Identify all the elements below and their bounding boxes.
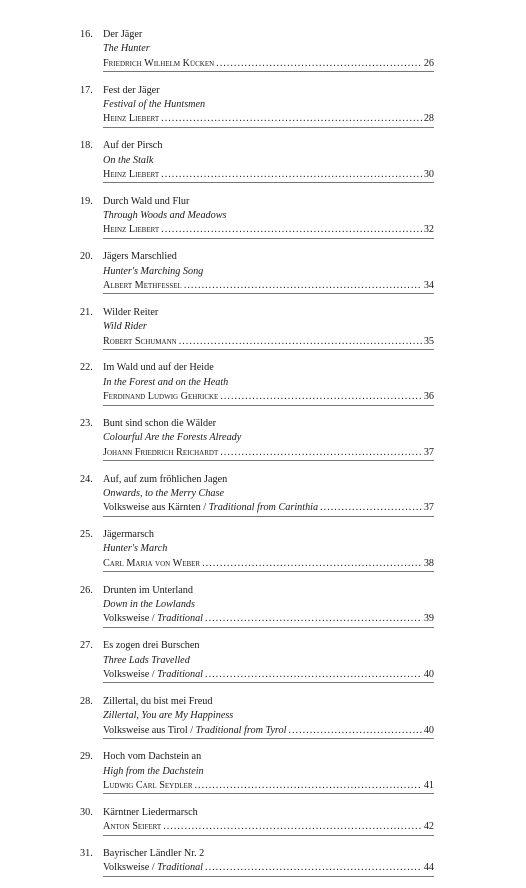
dot-leader xyxy=(220,446,422,460)
composer-text: Friedrich Wilhelm Kücken xyxy=(103,57,215,69)
entry-composer xyxy=(103,724,286,738)
toc-entry xyxy=(80,847,434,877)
entry-credit-line xyxy=(103,335,434,350)
entry-title: Drunten im Unterland xyxy=(103,584,193,596)
entry-title-line xyxy=(80,584,434,598)
entry-credit-line xyxy=(103,820,434,835)
page-number: 34 xyxy=(423,280,434,292)
entry-title-line xyxy=(80,306,434,320)
composer-text: Traditional xyxy=(157,862,204,874)
page-number: 41 xyxy=(423,780,434,792)
entry-title-line xyxy=(80,695,434,709)
composer-text: Johann Friedrich Reichardt xyxy=(103,446,219,458)
entry-english-title: Hunter's March xyxy=(103,543,168,555)
entry-title-line xyxy=(80,250,434,264)
composer-text: Anton Seifert xyxy=(103,821,162,833)
page-number: 26 xyxy=(423,57,434,69)
dot-leader xyxy=(195,779,422,793)
dot-leader xyxy=(161,112,422,126)
composer-text: Albert Methfessel xyxy=(103,280,182,292)
entry-composer xyxy=(103,57,214,71)
entry-title-line xyxy=(80,361,434,375)
entry-title-line xyxy=(80,28,434,42)
composer-text: Robert Schumann xyxy=(103,335,177,347)
entry-credit-line xyxy=(103,223,434,238)
toc-entry xyxy=(80,417,434,461)
toc-entry xyxy=(80,84,434,128)
entry-number: 29. xyxy=(80,751,93,763)
entry-english-title: Zillertal, You are My Happiness xyxy=(103,710,234,722)
entry-credit-line xyxy=(103,57,434,72)
dot-leader xyxy=(205,861,422,875)
entry-credit-line xyxy=(103,557,434,572)
entry-number: 30. xyxy=(80,806,93,818)
entry-composer xyxy=(103,335,177,349)
page-number: 28 xyxy=(423,113,434,125)
toc-entry xyxy=(80,584,434,628)
toc-entry xyxy=(80,639,434,683)
entry-title-line xyxy=(80,84,434,98)
entry-composer xyxy=(103,779,193,793)
table-of-contents xyxy=(80,28,434,888)
composer-text: Traditional xyxy=(157,668,204,680)
entry-composer xyxy=(103,223,159,237)
entry-composer xyxy=(103,390,218,404)
entry-number: 27. xyxy=(80,640,93,652)
entry-number: 24. xyxy=(80,473,93,485)
toc-entry xyxy=(80,195,434,239)
page-number: 40 xyxy=(423,668,434,680)
entry-title-line xyxy=(80,139,434,153)
toc-entry xyxy=(80,528,434,572)
entry-number: 31. xyxy=(80,848,93,860)
entry-english-title: Three Lads Travelled xyxy=(103,654,190,666)
entry-title: Auf, auf zum fröhlichen Jagen xyxy=(103,473,228,485)
entry-title: Zillertal, du bist mei Freud xyxy=(103,695,213,707)
dot-leader xyxy=(202,557,422,571)
entry-composer xyxy=(103,112,159,126)
entry-title: Bayrischer Ländler Nr. 2 xyxy=(103,848,205,860)
entry-composer xyxy=(103,612,203,626)
entry-number: 17. xyxy=(80,84,93,96)
entry-credit-line xyxy=(103,390,434,405)
composer-text: Ludwig Carl Seydler xyxy=(103,780,193,792)
dot-leader xyxy=(205,612,422,626)
toc-entry xyxy=(80,806,434,836)
entry-title-line xyxy=(80,473,434,487)
dot-leader xyxy=(288,724,421,738)
entry-credit-line xyxy=(103,112,434,127)
entry-number: 25. xyxy=(80,529,93,541)
entry-english-title: High from the Dachstein xyxy=(103,765,204,777)
composer-text: Heinz Liebert xyxy=(103,168,160,180)
entry-credit-line xyxy=(103,279,434,294)
composer-text: Volksweise / xyxy=(103,862,158,874)
entry-credit-line xyxy=(103,446,434,461)
entry-number: 23. xyxy=(80,417,93,429)
entry-credit-line xyxy=(103,779,434,794)
entry-title: Auf der Pirsch xyxy=(103,140,163,152)
entry-title-line xyxy=(80,750,434,764)
dot-leader xyxy=(161,223,422,237)
toc-entry xyxy=(80,473,434,517)
entry-composer xyxy=(103,279,182,293)
page-number: 40 xyxy=(423,724,434,736)
entry-title: Durch Wald und Flur xyxy=(103,195,190,207)
toc-entry xyxy=(80,695,434,739)
entry-english-title: Festival of the Huntsmen xyxy=(103,98,206,110)
entry-title-line xyxy=(80,639,434,653)
page-number: 39 xyxy=(423,613,434,625)
entry-english-title: Colourful Are the Forests Already xyxy=(103,432,242,444)
dot-leader xyxy=(220,390,421,404)
page-number: 35 xyxy=(423,335,434,347)
toc-entry xyxy=(80,750,434,794)
entry-composer xyxy=(103,557,200,571)
page-number: 30 xyxy=(423,168,434,180)
entry-title: Hoch vom Dachstein an xyxy=(103,751,202,763)
entry-credit-line xyxy=(103,168,434,183)
composer-text: Traditional xyxy=(157,613,204,625)
composer-text: Heinz Liebert xyxy=(103,224,160,236)
entry-number: 26. xyxy=(80,584,93,596)
entry-number: 20. xyxy=(80,251,93,263)
entry-composer xyxy=(103,668,203,682)
entry-number: 19. xyxy=(80,195,93,207)
entry-title: Der Jäger xyxy=(103,29,143,40)
composer-text: Volksweise aus Tirol / xyxy=(103,724,196,736)
composer-text: Carl Maria von Weber xyxy=(103,557,201,569)
composer-text: Volksweise / xyxy=(103,613,158,625)
entry-title: Fest der Jäger xyxy=(103,84,160,96)
composer-text: Ferdinand Ludwig Gehricke xyxy=(103,391,219,403)
entry-composer xyxy=(103,820,161,834)
entry-english-title: In the Forest and on the Heath xyxy=(103,376,229,388)
entry-title-line xyxy=(80,528,434,542)
page-number: 32 xyxy=(423,224,434,236)
page-number: 36 xyxy=(423,391,434,403)
entry-composer xyxy=(103,501,318,515)
composer-text: Volksweise aus Kärnten / xyxy=(103,502,209,514)
toc-entry xyxy=(80,139,434,183)
entry-number: 18. xyxy=(80,140,93,152)
entry-title-line xyxy=(80,417,434,431)
entry-number: 28. xyxy=(80,695,93,707)
dot-leader xyxy=(179,335,422,349)
composer-text: Heinz Liebert xyxy=(103,113,160,125)
page-number: 37 xyxy=(423,502,434,514)
composer-text: Traditional from Carinthia xyxy=(208,502,319,514)
entry-title-line xyxy=(80,806,434,820)
entry-english-title: The Hunter xyxy=(103,43,150,55)
composer-text: Traditional from Tyrol xyxy=(195,724,287,736)
entry-credit-line xyxy=(103,612,434,627)
entry-composer xyxy=(103,168,159,182)
entry-title: Im Wald und auf der Heide xyxy=(103,362,214,374)
entry-title-line xyxy=(80,195,434,209)
page-number: 38 xyxy=(423,557,434,569)
entry-credit-line xyxy=(103,501,434,516)
dot-leader xyxy=(205,668,422,682)
toc-entry xyxy=(80,306,434,350)
entry-english-title: Hunter's Marching Song xyxy=(103,265,204,277)
composer-text: Volksweise / xyxy=(103,668,158,680)
entry-number: 16. xyxy=(80,29,93,40)
dot-leader xyxy=(184,279,422,293)
entry-credit-line xyxy=(103,724,434,739)
dot-leader xyxy=(320,501,422,515)
dot-leader xyxy=(216,57,422,71)
entry-title: Bunt sind schon die Wälder xyxy=(103,417,216,429)
entry-title: Es zogen drei Burschen xyxy=(103,640,200,652)
page-number: 37 xyxy=(423,446,434,458)
entry-credit-line xyxy=(103,861,434,876)
entry-title: Wilder Reiter xyxy=(103,306,159,318)
page-number: 42 xyxy=(423,821,434,833)
toc-entry xyxy=(80,28,434,72)
entry-number: 21. xyxy=(80,306,93,318)
page-number: 44 xyxy=(423,862,434,874)
entry-composer xyxy=(103,446,218,460)
entry-title-line xyxy=(80,847,434,861)
entry-composer xyxy=(103,861,203,875)
entry-number: 22. xyxy=(80,362,93,374)
dot-leader xyxy=(161,168,422,182)
entry-title: Kärntner Liedermarsch xyxy=(103,806,198,818)
entry-english-title: Down in the Lowlands xyxy=(103,599,195,611)
entry-title: Jägers Marschlied xyxy=(103,251,177,263)
entry-title: Jägermarsch xyxy=(103,529,154,541)
toc-entry xyxy=(80,361,434,405)
entry-english-title: On the Stalk xyxy=(103,154,154,166)
entry-english-title: Onwards, to the Merry Chase xyxy=(103,487,225,499)
entry-credit-line xyxy=(103,668,434,683)
toc-entry xyxy=(80,250,434,294)
dot-leader xyxy=(163,820,422,834)
entry-english-title: Wild Rider xyxy=(103,321,147,333)
entry-english-title: Through Woods and Meadows xyxy=(103,210,227,222)
